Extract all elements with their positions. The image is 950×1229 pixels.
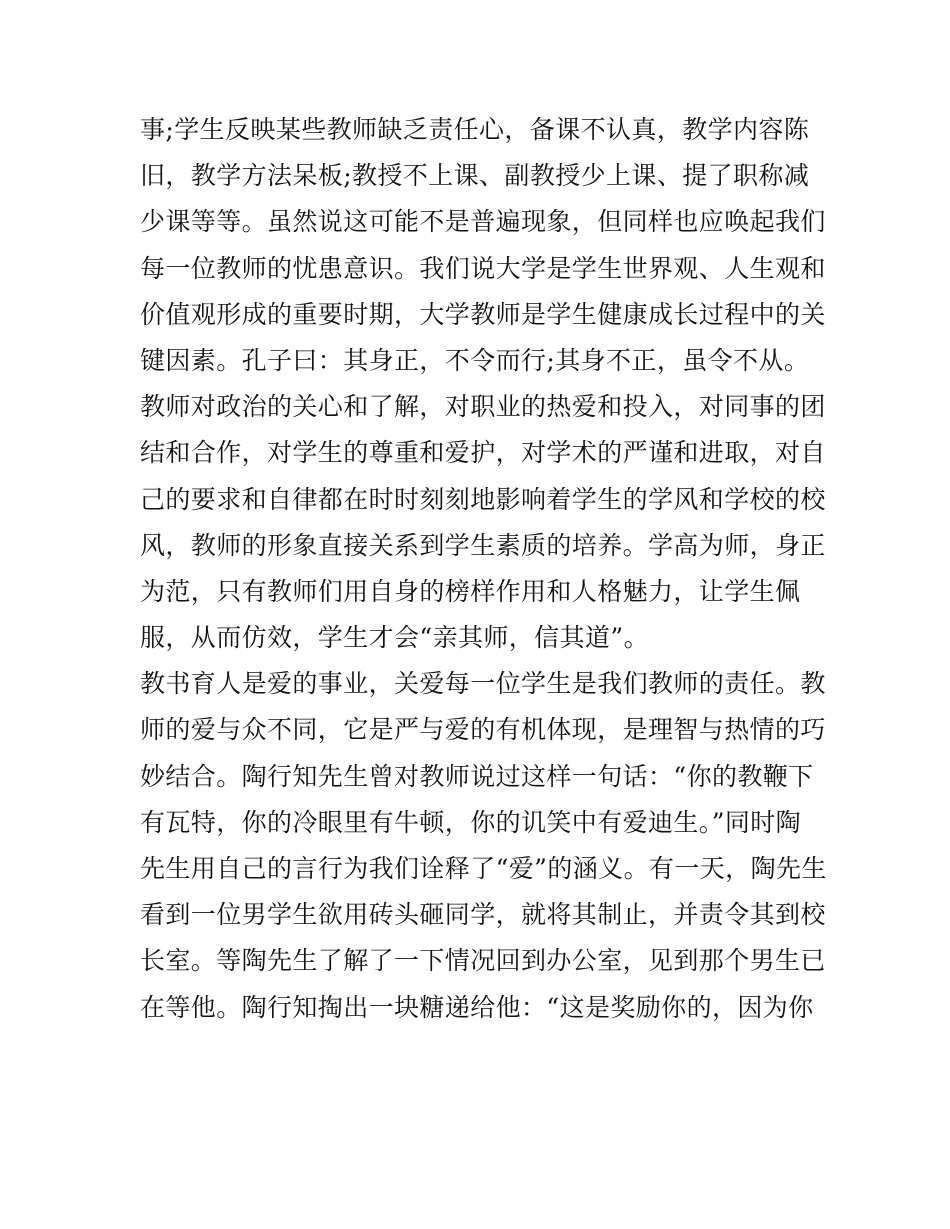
text-line: 己的要求和自律都在时时刻刻地影响着学生的学风和学校的校 [140,484,826,514]
text-line: 在等他。陶行知掏出一块糖递给他：“这是奖励你的，因为你 [140,992,814,1022]
text-line: 服，从而仿效，学生才会“亲其师，信其道”。 [140,623,649,653]
text-line: 事;学生反映某些教师缺乏责任心，备课不认真，教学内容陈 [140,115,810,144]
text-line: 先生用自己的言行为我们诠释了“爱”的涵义。有一天，陶先生 [140,854,827,883]
text-line: 妙结合。陶行知先生曾对教师说过这样一句话：“你的教鞭下 [140,761,814,791]
text-line: 教师对政治的关心和了解，对职业的热爱和投入，对同事的团 [140,392,826,422]
text-line: 每一位教师的忧患意识。我们说大学是学生世界观、人生观和 [140,253,826,283]
text-line: 结和合作，对学生的尊重和爱护，对学术的严谨和进取，对自 [140,438,826,468]
text-line: 教书育人是爱的事业，关爱每一位学生是我们教师的责任。教 [140,669,826,699]
body-text [140,107,827,1031]
text-line: 看到一位男学生欲用砖头砸同学，就将其制止，并责令其到校 [140,900,826,930]
text-line: 师的爱与众不同，它是严与爱的有机体现，是理智与热情的巧 [140,715,826,745]
text-line: 长室。等陶先生了解了一下情况回到办公室，见到那个男生已 [140,946,826,976]
text-line: 旧，教学方法呆板;教授不上课、副教授少上课、提了职称减 [140,161,810,191]
text-line: 价值观形成的重要时期，大学教师是学生健康成长过程中的关 [140,299,826,329]
text-line: 少课等等。虽然说这可能不是普遍现象，但同样也应唤起我们 [140,207,826,237]
text-line: 为范，只有教师们用自身的榜样作用和人格魅力，让学生佩 [140,576,801,606]
text-line: 风，教师的形象直接关系到学生素质的培养。学高为师，身正 [140,530,826,560]
text-line: 键因素。孔子曰：其身正，不令而行;其身不正，虽令不从。 [140,345,810,375]
text-line: 有瓦特，你的冷眼里有牛顿，你的讥笑中有爱迪生。”同时陶 [140,807,802,837]
